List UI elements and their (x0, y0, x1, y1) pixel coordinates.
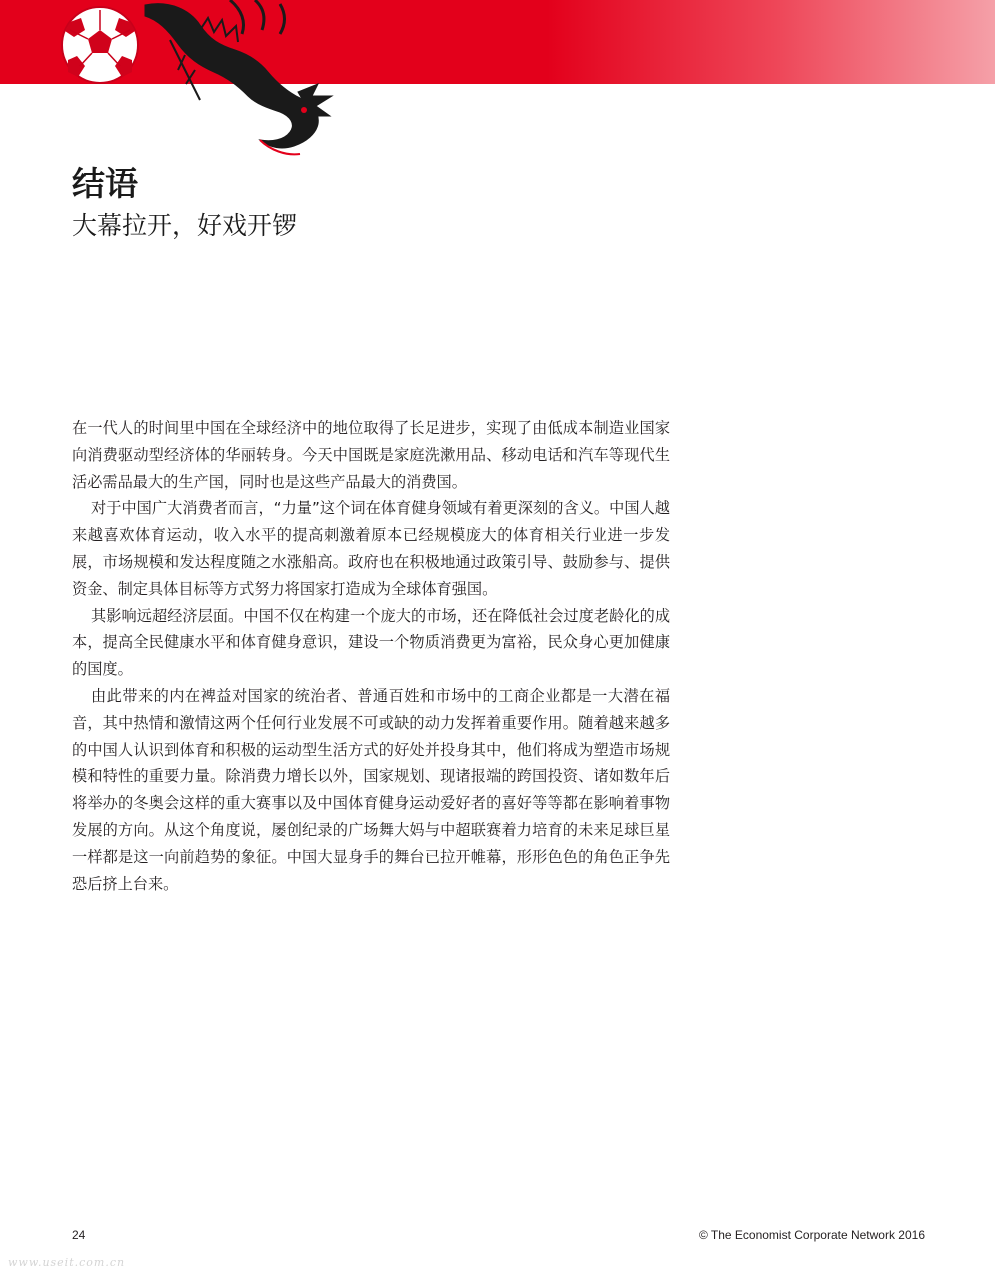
soccer-ball-icon (62, 7, 138, 83)
watermark: www.useit.com.cn (8, 1256, 126, 1269)
paragraph-1: 在一代人的时间里中国在全球经济中的地位取得了长足进步，实现了由低成本制造业国家向消费驱动型经济体的华丽转身。今天中国既是家庭洗漱用品、移动电话和汽车等现代生活必需品最大的生产国，同时也是这些产品最大的消费国。 (72, 419, 670, 491)
copyright-notice: © The Economist Corporate Network 2016 (698, 1228, 925, 1242)
body-text (72, 415, 670, 897)
paragraph-4: 由此带来的内在裨益对国家的统治者、普通百姓和市场中的工商企业都是一大潜在福音，其中热情和激情这两个任何行业发展不可或缺的动力发挥着重要作用。随着越来越多的中国人认识到体育和积极的运动型生活方式的好处并投身其中，他们将成为塑造市场规模和特性的重要力量。除消费力增长以外，国家规划、现诸报端的跨国投资、诸如数年后将举办的冬奥会这样的重大赛事以及中国体育健身运动爱好者的喜好等等都在影响着事物发展的方向。从这个角度说，屡创纪录的广场舞大妈与中超联赛着力培育的未来足球巨星一样都是这一向前趋势的象征。中国大显身手的舞台已拉开帷幕，形形色色的角色正争先恐后挤上台来。 (72, 686, 670, 893)
header-emblem (50, 0, 340, 160)
section-title: 结语 (72, 164, 138, 203)
dragon-icon (145, 0, 332, 154)
section-subtitle: 大幕拉开，好戏开锣 (72, 211, 298, 240)
paragraph-3: 其影响远超经济层面。中国不仅在构建一个庞大的市场，还在降低社会过度老龄化的成本，提高全民健康水平和体育健身意识，建设一个物质消费更为富裕，民众身心更加健康的国度。 (72, 606, 670, 679)
paragraph-2: 对于中国广大消费者而言，“力量”这个词在体育健身领域有着更深刻的含义。中国人越来越喜欢体育运动，收入水平的提高刺激着原本已经规模庞大的体育相关行业进一步发展，市场规模和发达程度随之水涨船高。政府也在积极地通过政策引导、鼓励参与、提供资金、制定具体目标等方式努力将国家打造成为全球体育强国。 (72, 499, 670, 598)
page-number: 24 (72, 1228, 86, 1242)
